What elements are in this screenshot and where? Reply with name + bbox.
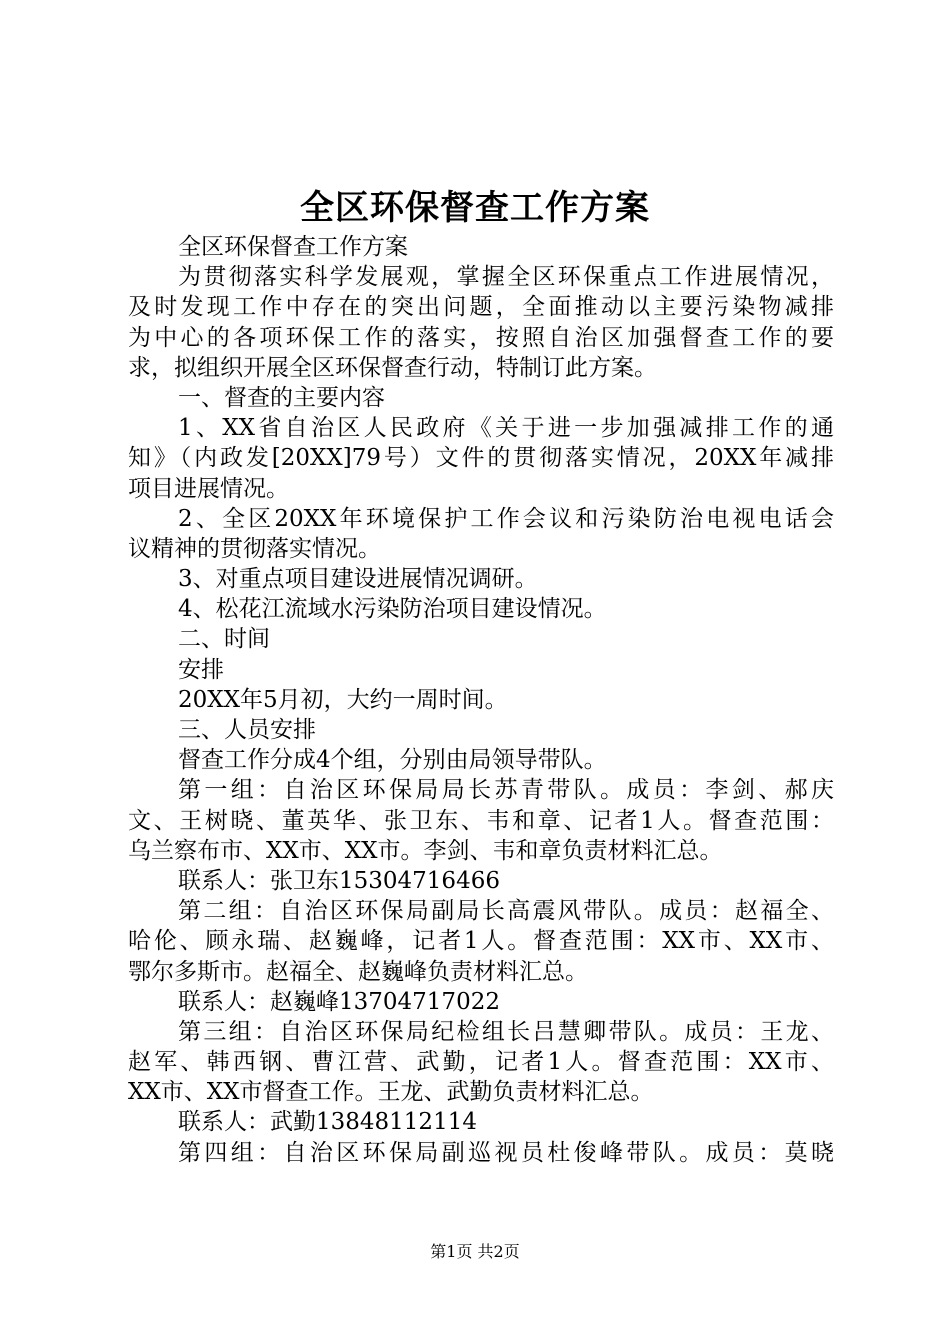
body-line: 安排 <box>178 656 224 683</box>
document-title: 全区环保督查工作方案 <box>300 188 650 228</box>
body-line: 议精神的贯彻落实情况。 <box>128 535 381 562</box>
body-line: 哈伦、顾永瑞、赵巍峰，记者1人。督查范围：XX市、XX市、 <box>128 928 834 955</box>
body-line: 第二组：自治区环保局副局长高震风带队。成员：赵福全、 <box>178 898 834 925</box>
body-line: 第三组：自治区环保局纪检组长吕慧卿带队。成员：王龙、 <box>178 1018 834 1045</box>
body-line: 为贯彻落实科学发展观，掌握全区环保重点工作进展情况， <box>178 264 834 291</box>
section-heading: 三、人员安排 <box>178 717 316 743</box>
section-heading: 二、时间 <box>178 626 270 653</box>
body-line: 鄂尔多斯市。赵福全、赵巍峰负责材料汇总。 <box>128 958 588 985</box>
contact-line: 联系人：武勤13848112114 <box>178 1109 477 1136</box>
contact-line: 联系人：张卫东15304716466 <box>178 867 500 894</box>
body-line: 4、松花江流域水污染防治项目建设情况。 <box>178 596 607 623</box>
body-line: 督查工作分成4个组，分别由局领导带队。 <box>178 747 607 774</box>
section-heading: 一、督查的主要内容 <box>178 384 385 411</box>
body-line: 3、对重点项目建设进展情况调研。 <box>178 566 538 593</box>
body-line: 为中心的各项环保工作的落实，按照自治区加强督查工作的要 <box>128 324 834 351</box>
document-body <box>128 232 834 1168</box>
body-line: 乌兰察布市、XX市、XX市。李剑、韦和章负责材料汇总。 <box>128 837 723 864</box>
body-line: 及时发现工作中存在的突出问题，全面推动以主要污染物减排 <box>128 294 834 321</box>
body-line: 第四组：自治区环保局副巡视员杜俊峰带队。成员：莫晓 <box>178 1139 834 1166</box>
body-line: 1、XX省自治区人民政府《关于进一步加强减排工作的通 <box>178 415 834 442</box>
body-line: 知》（内政发[20XX]79号）文件的贯彻落实情况，20XX年减排 <box>128 445 834 472</box>
body-line: 2、全区20XX年环境保护工作会议和污染防治电视电话会 <box>178 505 834 532</box>
body-line: 第一组：自治区环保局局长苏青带队。成员：李剑、郝庆 <box>178 777 834 804</box>
body-line: 20XX年5月初，大约一周时间。 <box>178 686 508 713</box>
body-line: 项目进展情况。 <box>128 475 289 502</box>
body-line: 文、王树晓、董英华、张卫东、韦和章、记者1人。督查范围： <box>128 807 834 834</box>
body-line: 赵军、韩西钢、曹江营、武勤，记者1人。督查范围：XX市、 <box>128 1049 834 1076</box>
contact-line: 联系人：赵巍峰13704717022 <box>178 988 500 1015</box>
body-line: 全区环保督查工作方案 <box>178 234 408 260</box>
body-line: 求，拟组织开展全区环保督查行动，特制订此方案。 <box>128 354 657 381</box>
page-footer: 第1页 共2页 <box>430 1242 520 1261</box>
body-line: XX市、XX市督查工作。王龙、武勤负责材料汇总。 <box>128 1079 654 1106</box>
